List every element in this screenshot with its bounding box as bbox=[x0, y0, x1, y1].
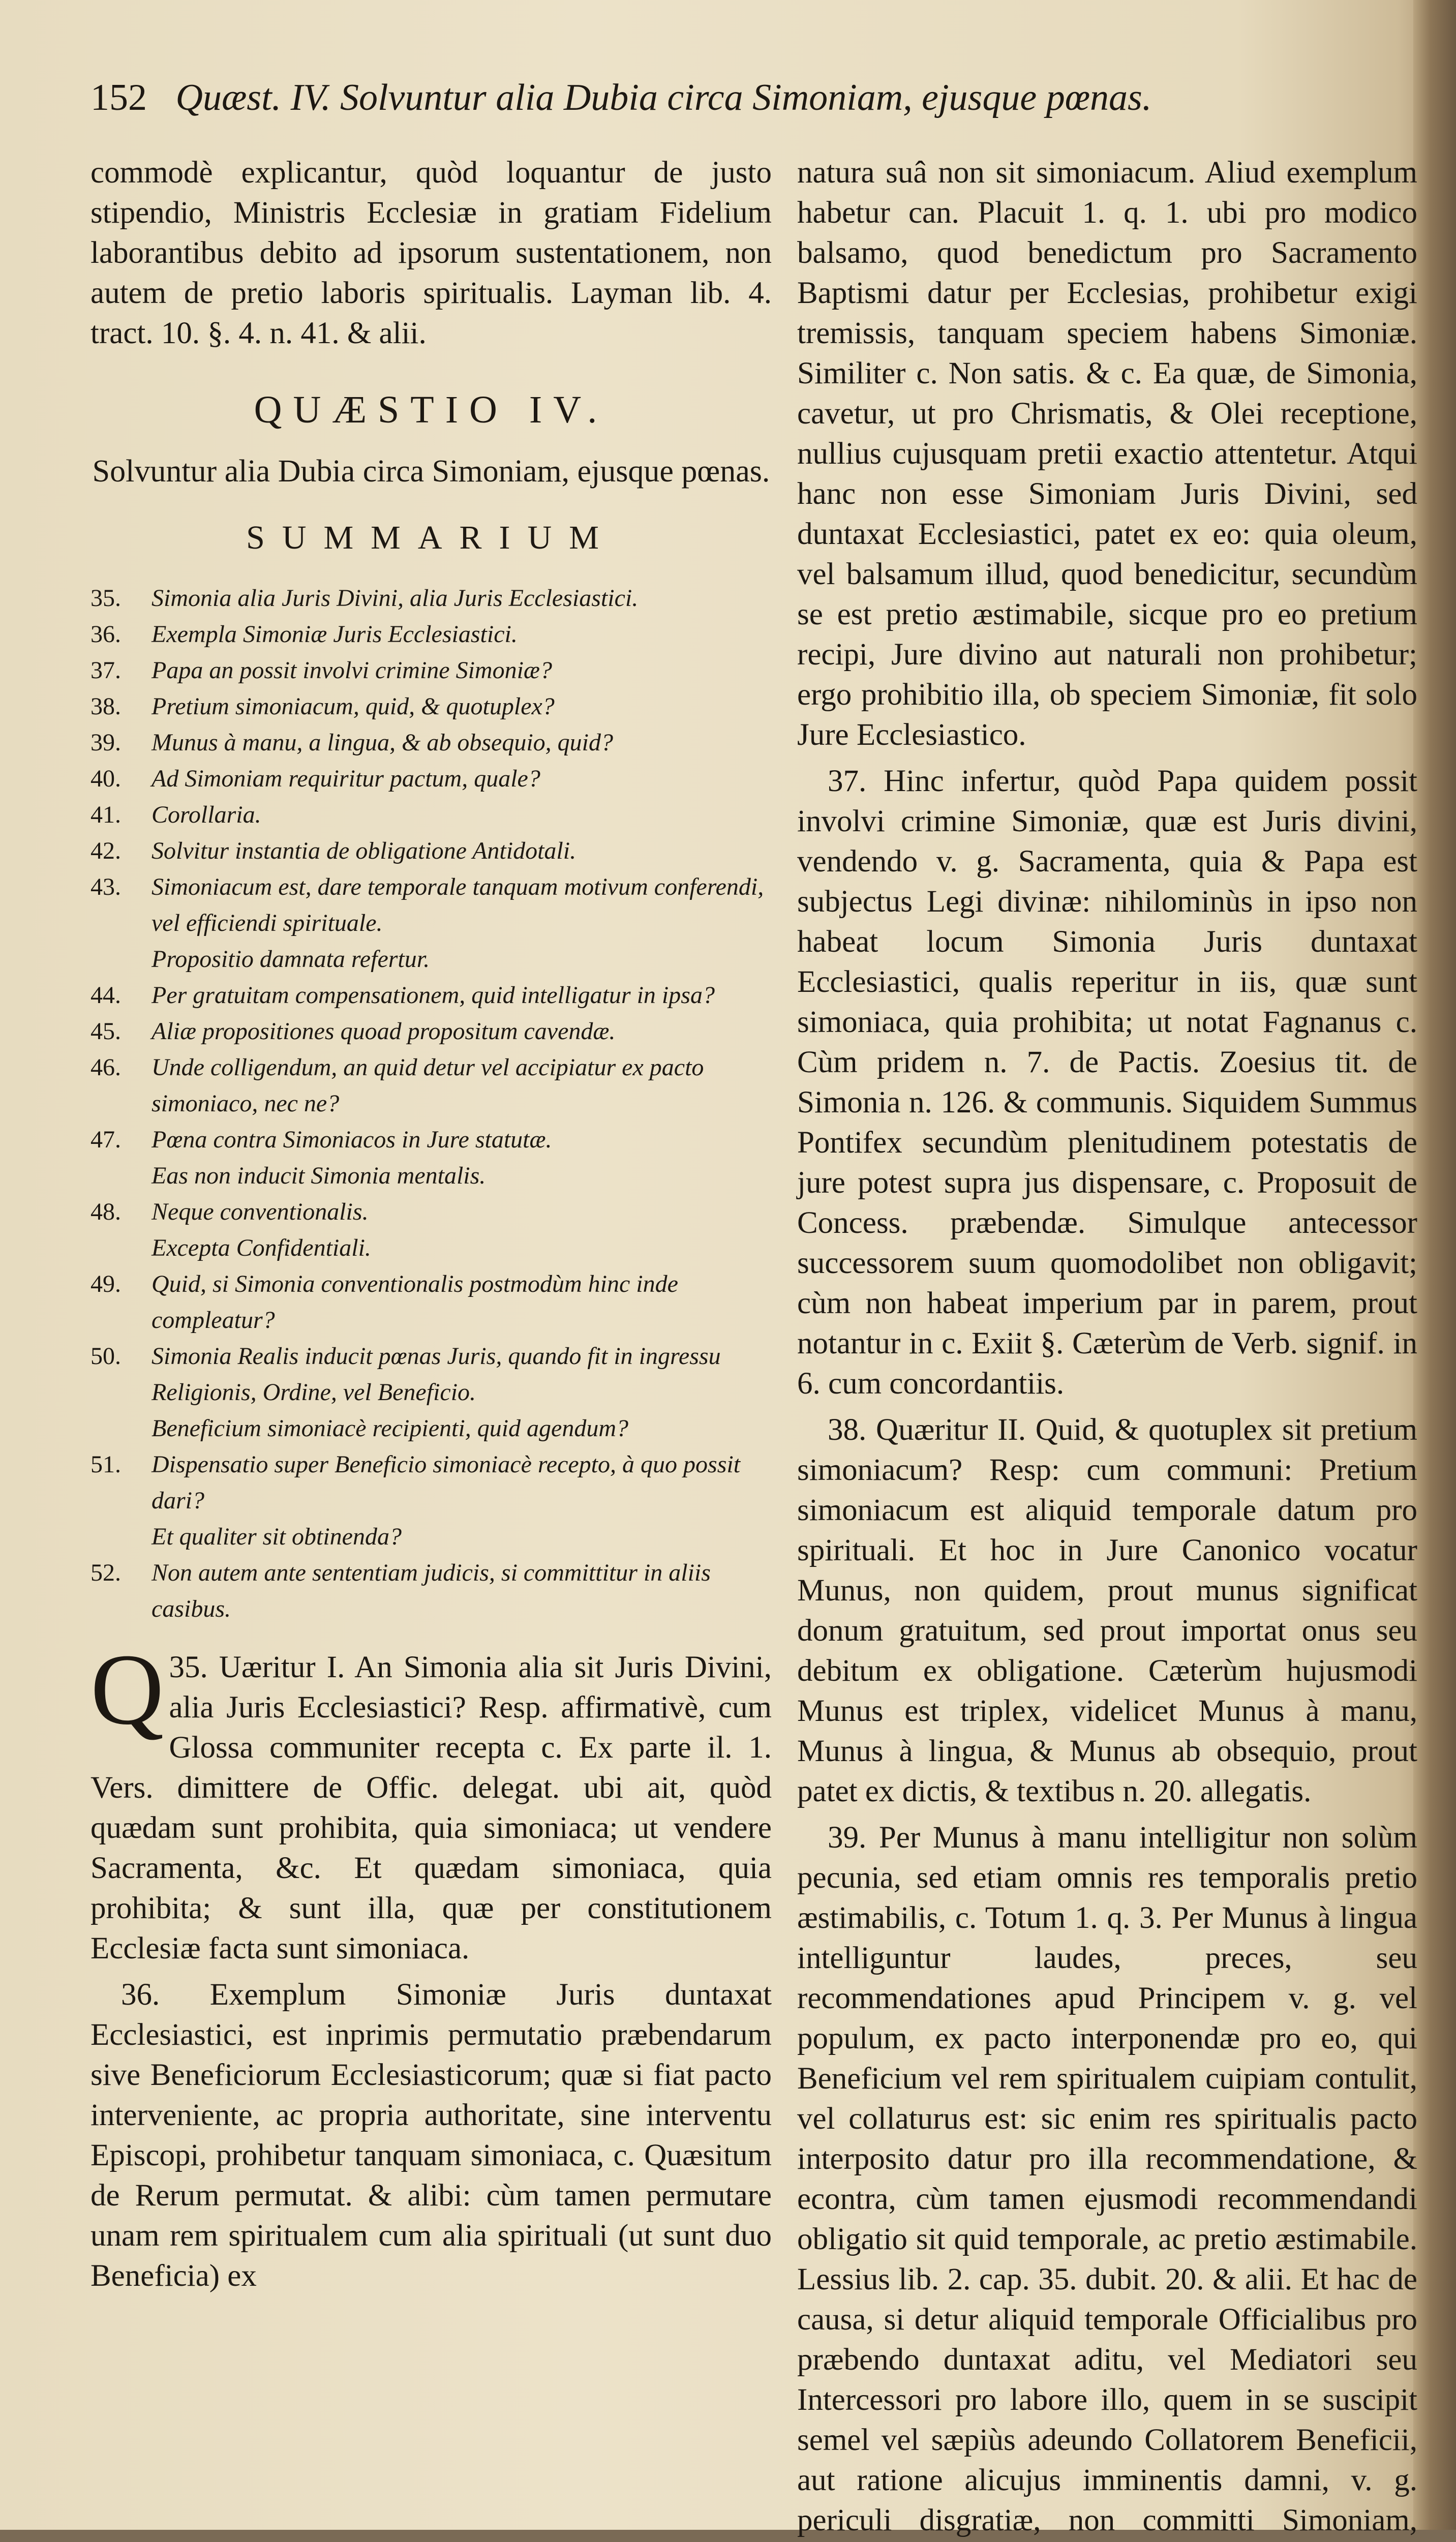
continued-paragraph-right: natura suâ non sit simoniacum. Aliud exemplum habetur can. Placuit 1. q. 1. ubi pro modico balsamo, quod benedictum pro Sacramento Baptismi datur per Ecclesias, prohibetur exigi tremissis, tanquam speciem habens Simoniæ. Similiter c. Non satis. & c. Ea quæ, de Simonia, cavetur, ut pro Chrismatis, & Olei receptione, nullius cujusquam pretii exactio attentetur. Atqui hanc non esse Simoniam Juris Divini, sed duntaxat Ecclesiastici, patet ex eo: quia oleum, vel balsamum illud, quod benedicitur, secundùm se est pretio æstimabile, sicque pro eo pretium recipi, Jure divino aut naturali non prohibetur; ergo prohibitio illa, ob speciem Simoniæ, fit solo Jure Ecclesiastico. bbox=[797, 156, 1417, 752]
summary-item-text: Munus à manu, a lingua, & ab obsequio, quid? bbox=[151, 729, 613, 756]
summary-item-text: Pœna contra Simoniacos in Jure statutæ. bbox=[151, 1126, 552, 1153]
summary-item-text: Simonia Realis inducit pœnas Juris, quando fit in ingressu Religionis, Ordine, vel Beneficio. bbox=[151, 1343, 721, 1406]
summary-item-number: 51. bbox=[90, 1451, 121, 1478]
summary-subitem: Eas non inducit Simonia mentalis. bbox=[151, 1162, 486, 1189]
summary-subitem: Excepta Confidentiali. bbox=[151, 1234, 371, 1261]
summary-subitem: Beneficium simoniacè recipienti, quid agendum? bbox=[151, 1415, 628, 1442]
summary-subitem: Propositio damnata refertur. bbox=[151, 946, 430, 973]
summary-item-number: 38. bbox=[90, 693, 121, 720]
summary-item bbox=[90, 1338, 772, 1410]
summary-item bbox=[90, 797, 772, 833]
summary-item-text: Unde colligendum, an quid detur vel accipiatur ex pacto simoniaco, nec ne? bbox=[151, 1054, 704, 1117]
summary-item-number: 41. bbox=[90, 801, 121, 828]
summary-item-number: 49. bbox=[90, 1270, 121, 1297]
summary-item bbox=[90, 1122, 772, 1158]
summary-title: SUMMARIUM bbox=[246, 519, 616, 556]
summary-item-text: Aliæ propositiones quoad propositum cavendæ. bbox=[151, 1018, 616, 1045]
summary-item-text: Non autem ante sententiam judicis, si committitur in aliis casibus. bbox=[151, 1559, 711, 1622]
paragraph-36: 36. Exemplum Simoniæ Juris duntaxat Ecclesiastici, est inprimis permutatio præbendarum sive Beneficiorum Ecclesiasticorum; quæ si fiat pacto interveniente, ac propria authoritate, sine interventu Episcopi, prohibetur tanquam simoniaca, c. Quæsitum de Rerum permutat. & alibi: cùm tamen permutare unam rem spiritualem cum alia spirituali (ut sunt duo Beneficia) ex bbox=[90, 1978, 772, 2293]
summary-item-number: 44. bbox=[90, 982, 121, 1009]
summary-item-text: Simoniacum est, dare temporale tanquam motivum conferendi, vel efficiendi spirituale. bbox=[151, 873, 764, 936]
summary-item-number: 40. bbox=[90, 765, 121, 792]
paragraph-number: 35. bbox=[169, 1650, 208, 1684]
summary-item bbox=[90, 1266, 772, 1338]
summary-item-number: 48. bbox=[90, 1198, 121, 1225]
summary-item-number: 35. bbox=[90, 585, 121, 612]
summary-item-text: Simonia alia Juris Divini, alia Juris Ecclesiastici. bbox=[151, 585, 639, 612]
summary-item bbox=[90, 616, 772, 652]
page-number: 152 bbox=[90, 77, 147, 118]
summary-item bbox=[90, 580, 772, 616]
summary-item bbox=[90, 1446, 772, 1519]
running-title: Quæst. IV. Solvuntur alia Dubia circa Simoniam, ejusque pœnas. bbox=[175, 77, 1152, 118]
summary-item bbox=[90, 833, 772, 869]
summary-item-number: 37. bbox=[90, 657, 121, 684]
summary-item-number: 45. bbox=[90, 1018, 121, 1045]
question-subtitle: Solvuntur alia Dubia circa Simoniam, ejusque pœnas. bbox=[92, 454, 770, 489]
question-title: QUÆSTIO IV. bbox=[254, 388, 609, 431]
summary-item bbox=[90, 688, 772, 724]
summary-item-number: 43. bbox=[90, 873, 121, 900]
summary-item-number: 50. bbox=[90, 1343, 121, 1370]
paragraph-37: 37. Hinc infertur, quòd Papa quidem possit involvi crimine Simoniæ, quæ est Juris divini, vendendo v. g. Sacramenta, quia & Papa est subjectus Legi divinæ: nihilominùs in ipso non habeat locum Simonia Juris duntaxat Ecclesiastici, qualis reperitur in iis, quæ sunt simoniaca, quia prohibita; ut notat Fagnanus c. Cùm pridem n. 7. de Pactis. Zoesius tit. de Simonia n. 126. & communis. Siquidem Summus Pontifex secundùm plenitudinem potestatis de jure potest supra jus dispensare, c. Proposuit de Concess. præbendæ. Simulque antecessor successorem suum quomodolibet non obligavit; cùm non habeat imperium par in parem, prout notantur in c. Exiit §. Cæterùm de Verb. signif. in 6. cum concordantiis. bbox=[797, 764, 1417, 1401]
summary-item bbox=[90, 1194, 772, 1230]
summary-item bbox=[90, 652, 772, 688]
left-column bbox=[90, 153, 772, 2491]
summary-item bbox=[90, 977, 772, 1013]
summary-item-text: Ad Simoniam requiritur pactum, quale? bbox=[151, 765, 540, 792]
summary-item-number: 46. bbox=[90, 1054, 121, 1081]
summary-item bbox=[90, 869, 772, 941]
continued-paragraph: commodè explicantur, quòd loquantur de justo stipendio, Ministris Ecclesiæ in gratiam Fidelium laborantibus debito ad ipsorum sustentationem, non autem de pretio laboris spiritualis. Layman lib. 4. tract. 10. §. 4. n. 41. & alii. bbox=[90, 156, 772, 350]
page-edge bbox=[1413, 0, 1456, 2530]
summary-subitem: Et qualiter sit obtinenda? bbox=[151, 1523, 402, 1550]
summary-item-text: Papa an possit involvi crimine Simoniæ? bbox=[151, 657, 552, 684]
summary-item-text: Quid, si Simonia conventionalis postmodùm hinc inde compleatur? bbox=[151, 1270, 678, 1334]
summary-item-number: 47. bbox=[90, 1126, 121, 1153]
paragraph-38: 38. Quæritur II. Quid, & quotuplex sit pretium simoniacum? Resp: cum communi: Pretium simoniacum est aliquid temporale datum pro spirituali. Et hoc in Jure Canonico vocatur Munus, non quidem, prout munus significat donum gratuitum, sed prout importat onus seu debitum ex obligatione. Cæterùm hujusmodi Munus est triplex, videlicet Munus à manu, Munus à lingua, & Munus ab obsequio, prout patet ex dictis, & textibus n. 20. allegatis. bbox=[797, 1413, 1417, 1808]
summary-item-text: Pretium simoniacum, quid, & quotuplex? bbox=[151, 693, 555, 720]
summary-item-number: 36. bbox=[90, 621, 121, 648]
summary-item bbox=[90, 1013, 772, 1049]
summary-item-text: Dispensatio super Beneficio simoniacè recepto, à quo possit dari? bbox=[151, 1451, 741, 1514]
summary-item-text: Exempla Simoniæ Juris Ecclesiastici. bbox=[151, 621, 518, 648]
summary-item-text: Corollaria. bbox=[151, 801, 261, 828]
summary-item-number: 52. bbox=[90, 1559, 121, 1586]
summary-item-text: Solvitur instantia de obligatione Antidotali. bbox=[151, 837, 577, 864]
paragraph-35 bbox=[90, 1633, 772, 1969]
right-column bbox=[797, 153, 1417, 2537]
running-header bbox=[90, 76, 1402, 137]
summary-item bbox=[90, 1555, 772, 1627]
summary-item bbox=[90, 1049, 772, 1122]
summary-item-text: Neque conventionalis. bbox=[151, 1198, 369, 1225]
summary-item bbox=[90, 724, 772, 761]
paragraph-text: Uæritur I. An Simonia alia sit Juris Divini, alia Juris Ecclesiastici? Resp. affirmativè, cum Glossa communiter recepta c. Ex parte il. 1. Vers. dimittere de Offic. delegat. ubi ait, quòd quædam sunt prohibita, quia simoniaca; ut vendere Sacramenta, &c. Et quædam simoniaca, quia prohibita; & sunt illa, quæ per constitutionem Ecclesiæ facta sunt simoniaca. bbox=[90, 1650, 772, 1965]
summary-item-number: 42. bbox=[90, 837, 121, 864]
summary-list bbox=[90, 580, 772, 1627]
summary-item-number: 39. bbox=[90, 729, 121, 756]
paragraph-39: 39. Per Munus à manu intelligitur non solùm pecunia, sed etiam omnis res temporalis pretio æstimabilis, c. Totum 1. q. 3. Per Munus à lingua intelliguntur laudes, preces, seu recommendationes apud Principem v. g. vel populum, ex pacto interponendæ pro eo, qui Beneficium vel rem spiritualem cuipiam contulit, vel collaturus est: sic enim res spiritualis pacto interposito datur pro illa recommendatione, & econtra, cùm tamen ejusmodi recommendandi obligatio sit quid temporale, ac pretio æstimabile. Lessius lib. 2. cap. 35. dubit. 20. & alii. Et hac de causa, si detur aliquid temporale Officialibus pro præbendo duntaxat aditu, vel Mediatori seu Intercessori pro labore illo, quem in se suscipit semel vel sæpiùs adeundo Collatorem Beneficii, aut ratione alicujus imminentis damni, v. g. periculi disgratiæ, non committi Simoniam, bbox=[797, 1821, 1417, 2537]
summary-item-text: Per gratuitam compensationem, quid intelligatur in ipsa? bbox=[151, 982, 715, 1009]
drop-cap: Q bbox=[90, 1633, 164, 1746]
summary-item bbox=[90, 761, 772, 797]
